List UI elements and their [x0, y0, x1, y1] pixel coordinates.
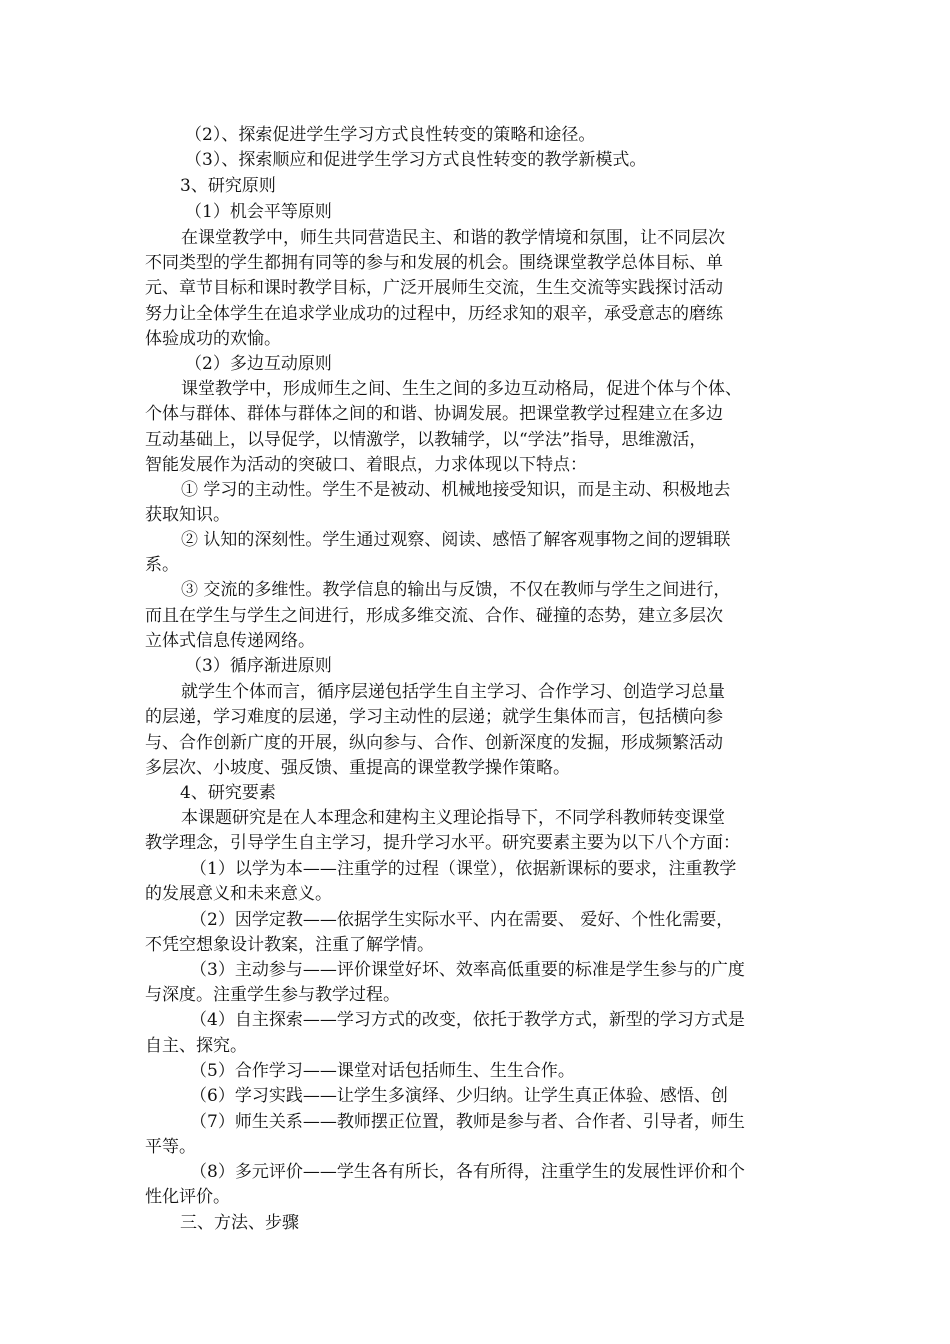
text-line: （3）、探索顺应和促进学生学习方式良性转变的教学新模式。 [185, 150, 647, 170]
text-line: 平等。 [145, 1137, 196, 1157]
text-line: 的层递，学习难度的层递，学习主动性的层递；就学生集体而言，包括横向参 [145, 707, 723, 727]
text-line: 而且在学生与学生之间进行，形成多维交流、合作、碰撞的态势，建立多层次 [145, 606, 723, 626]
text-line: （7）师生关系——教师摆正位置，教师是参与者、合作者、引导者，师生 [190, 1112, 745, 1132]
text-line: 与、合作创新广度的开展，纵向参与、合作、创新深度的发掘，形成频繁活动 [145, 733, 723, 753]
text-line: 立体式信息传递网络。 [145, 631, 315, 651]
text-line: 系。 [145, 555, 179, 575]
text-line: 多层次、小坡度、强反馈、重提高的课堂教学操作策略。 [145, 758, 570, 778]
text-line: 获取知识。 [145, 505, 230, 525]
text-line: （8）多元评价——学生各有所长，各有所得，注重学生的发展性评价和个 [190, 1162, 745, 1182]
section-heading: 4、研究要素 [180, 783, 276, 803]
text-line: 与深度。注重学生参与教学过程。 [145, 985, 400, 1005]
text-line: 个体与群体、群体与群体之间的和谐、协调发展。把课堂教学过程建立在多边 [145, 404, 723, 424]
text-line: 在课堂教学中，师生共同营造民主、和谐的教学情境和氛围，让不同层次 [181, 228, 725, 248]
chapter-heading: 三、方法、步骤 [180, 1213, 299, 1233]
text-line: （1）以学为本——注重学的过程（课堂），依据新课标的要求，注重教学 [190, 859, 737, 879]
section-heading: 3、研究原则 [180, 176, 276, 196]
text-line: （3）主动参与——评价课堂好坏、效率高低重要的标准是学生参与的广度 [190, 960, 745, 980]
subsection-heading: （1）机会平等原则 [185, 202, 332, 222]
text-line: （2）、探索促进学生学习方式良性转变的策略和途径。 [185, 125, 596, 145]
text-line: 元、章节目标和课时教学目标，广泛开展师生交流，生生交流等实践探讨活动 [145, 278, 723, 298]
text-line: 自主、探究。 [145, 1036, 247, 1056]
text-line: 本课题研究是在人本理念和建构主义理论指导下，不同学科教师转变课堂 [181, 808, 725, 828]
text-line: 不凭空想象设计教案，注重了解学情。 [145, 935, 434, 955]
text-line: ① 学习的主动性。学生不是被动、机械地接受知识，而是主动、积极地去 [181, 480, 731, 500]
text-line: 性化评价。 [145, 1187, 230, 1207]
text-line: （4）自主探索——学习方式的改变，依托于教学方式，新型的学习方式是 [190, 1010, 745, 1030]
text-line: 课堂教学中，形成师生之间、生生之间的多边互动格局，促进个体与个体、 [181, 379, 742, 399]
text-line: 的发展意义和未来意义。 [145, 884, 332, 904]
text-line: 互动基础上，以导促学，以情激学，以教辅学，以“学法”指导，思维激活， [145, 430, 707, 450]
subsection-heading: （2）多边互动原则 [185, 354, 332, 374]
text-line: ② 认知的深刻性。学生通过观察、阅读、感悟了解客观事物之间的逻辑联 [181, 530, 731, 550]
text-line: 不同类型的学生都拥有同等的参与和发展的机会。围绕课堂教学总体目标、单 [145, 253, 723, 273]
text-line: （6）学习实践——让学生多演绎、少归纳。让学生真正体验、感悟、创 [190, 1086, 728, 1106]
text-line: 就学生个体而言，循序层递包括学生自主学习、合作学习、创造学习总量 [181, 682, 725, 702]
text-line: （2）因学定教——依据学生实际水平、内在需要、 爱好、个性化需要， [190, 910, 734, 930]
text-line: 努力让全体学生在追求学业成功的过程中，历经求知的艰辛，承受意志的磨练 [145, 304, 723, 324]
text-line: 智能发展作为活动的突破口、着眼点，力求体现以下特点： [145, 455, 587, 475]
text-line: ③ 交流的多维性。教学信息的输出与反馈，不仅在教师与学生之间进行， [181, 580, 731, 600]
text-line: （5）合作学习——课堂对话包括师生、生生合作。 [190, 1061, 575, 1081]
text-line: 体验成功的欢愉。 [145, 329, 281, 349]
subsection-heading: （3）循序渐进原则 [185, 656, 332, 676]
text-line: 教学理念，引导学生自主学习，提升学习水平。研究要素主要为以下八个方面： [145, 833, 740, 853]
